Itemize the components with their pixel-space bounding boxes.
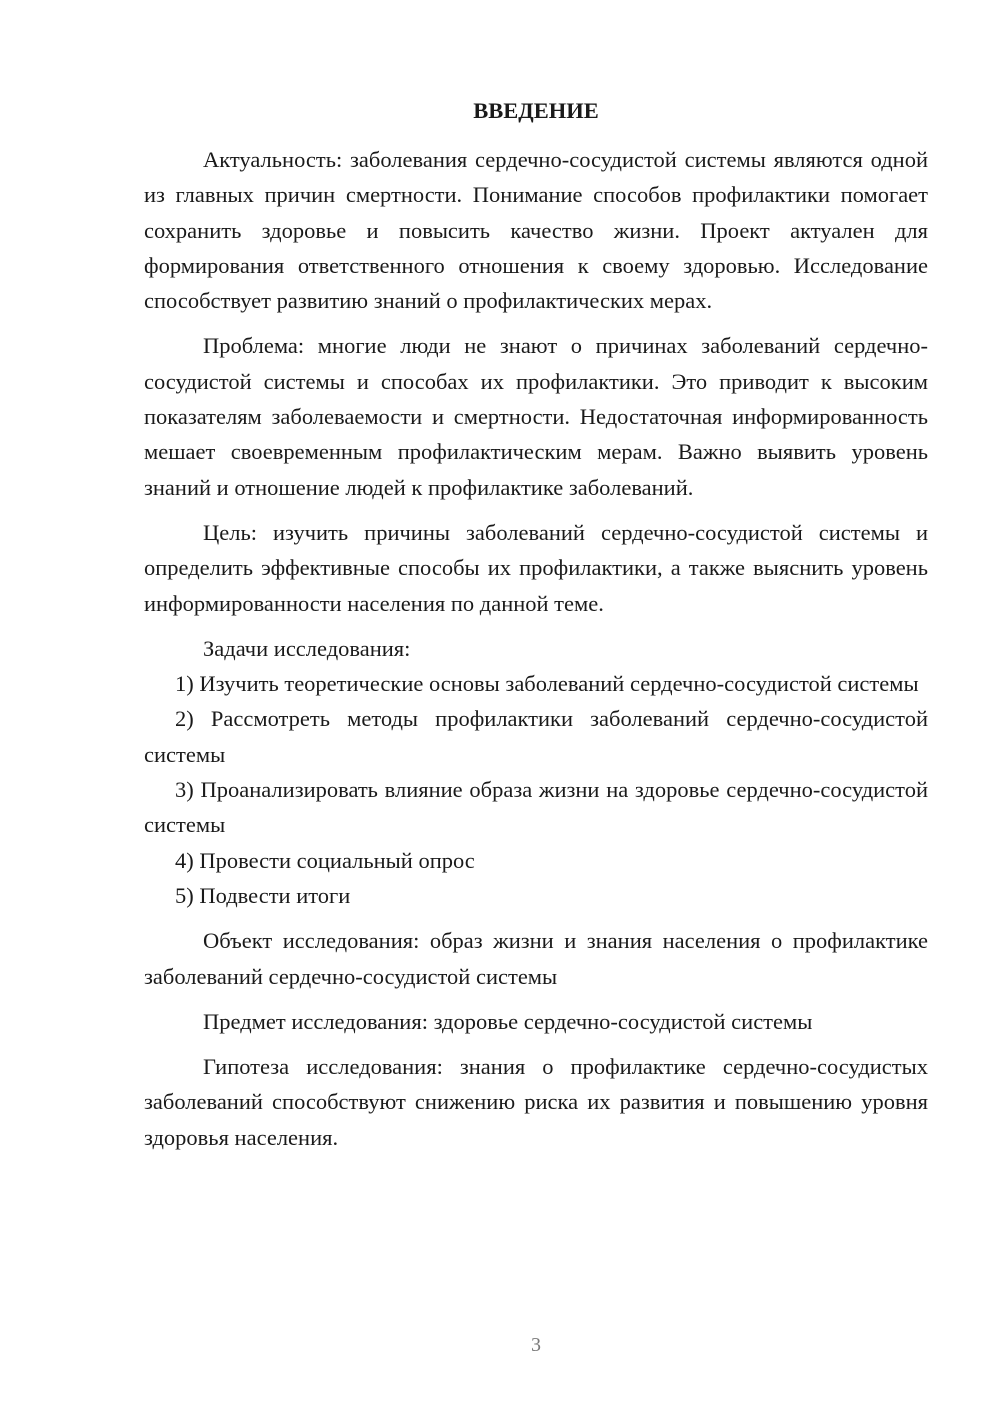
body-text xyxy=(144,142,928,1155)
paragraph-object: Объект исследования: образ жизни и знания населения о профилактике заболеваний сердечно-сосудистой системы xyxy=(144,928,928,989)
section-title: ВВЕДЕНИЕ xyxy=(473,98,599,123)
tasks-heading: Задачи исследования: xyxy=(203,635,411,661)
page-number: 3 xyxy=(531,1334,541,1356)
task-item: 4) Провести социальный опрос xyxy=(175,847,475,873)
task-item: 2) Рассмотреть методы профилактики заболеваний сердечно-сосудистой системы xyxy=(144,706,928,767)
paragraph-subject: Предмет исследования: здоровье сердечно-сосудистой системы xyxy=(203,1008,813,1034)
paragraph-problem: Проблема: многие люди не знают о причинах заболеваний сердечно-сосудистой системы и способах их профилактики. Это приводит к высоким показателям заболеваемости и смертности. Недостаточная информированность мешает своевременным профилактическим мерам. Важно выявить уровень знаний и отношение людей к профилактике заболеваний. xyxy=(144,333,928,500)
task-item: 3) Проанализировать влияние образа жизни на здоровье сердечно-сосудистой системы xyxy=(144,777,928,838)
paragraph-relevance: Актуальность: заболевания сердечно-сосудистой системы являются одной из главных причин смертности. Понимание способов профилактики помогает сохранить здоровье и повысить качество жизни. Проект актуален для формирования ответственного отношения к своему здоровью. Исследование способствует развитию знаний о профилактических мерах. xyxy=(144,147,928,314)
task-item: 5) Подвести итоги xyxy=(175,882,351,908)
paragraph-goal: Цель: изучить причины заболеваний сердечно-сосудистой системы и определить эффективные способы их профилактики, а также выяснить уровень информированности населения по данной теме. xyxy=(144,519,928,616)
task-item: 1) Изучить теоретические основы заболеваний сердечно-сосудистой системы xyxy=(175,671,919,697)
paragraph-hypothesis: Гипотеза исследования: знания о профилактике сердечно-сосудистых заболеваний способствуют снижению риска их развития и повышению уровня здоровья населения. xyxy=(144,1054,928,1150)
